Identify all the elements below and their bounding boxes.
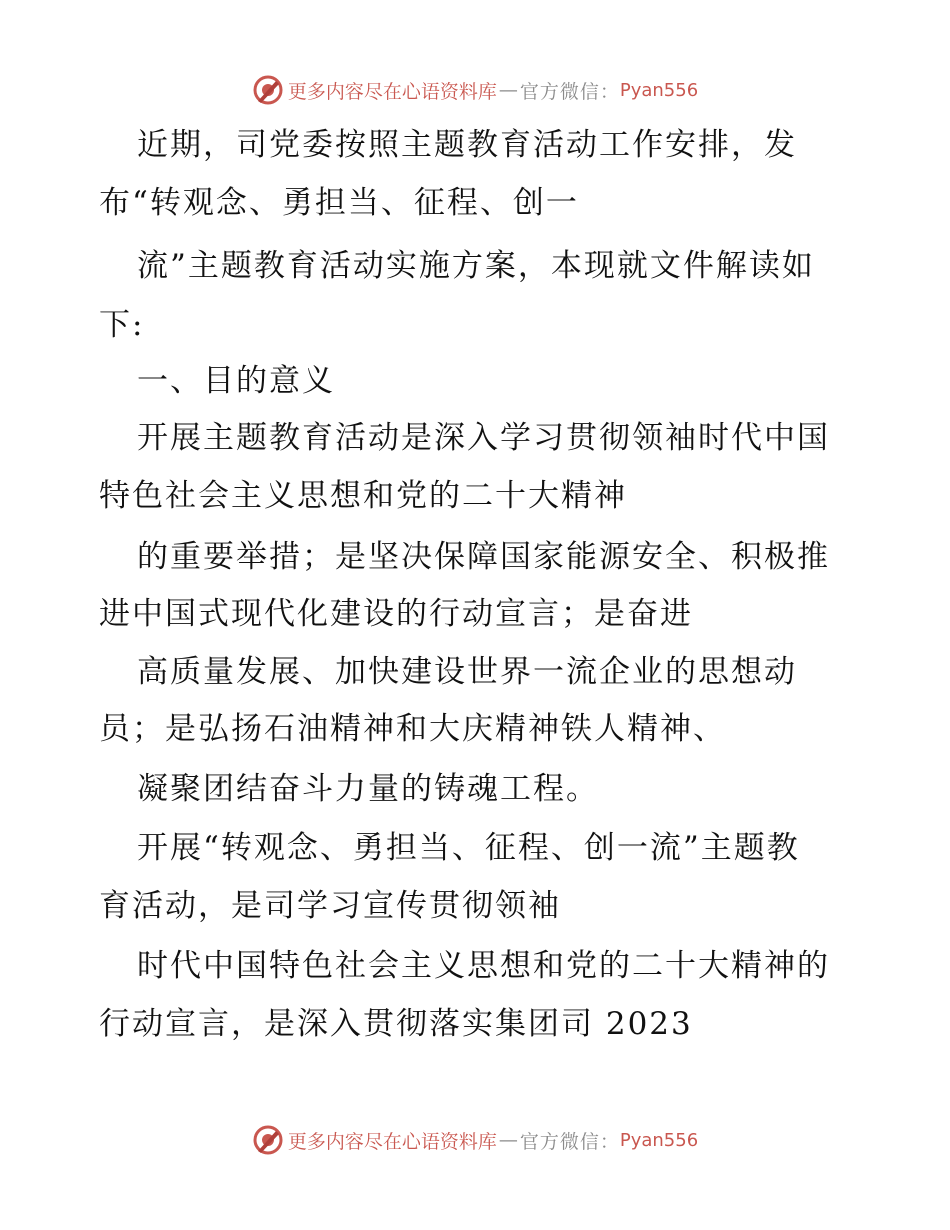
text-line: 下: bbox=[99, 307, 145, 343]
text-line: 布“转观念、勇担当、征程、创一 bbox=[99, 185, 579, 221]
text-line: 流”主题教育活动实施方案，本现就文件解读如 bbox=[137, 248, 815, 284]
text-line: 进中国式现代化建设的行动宣言；是奋进 bbox=[99, 596, 693, 632]
section-heading: 一、目的意义 bbox=[137, 363, 335, 399]
footer-account: Pyan556 bbox=[619, 1129, 699, 1151]
text-line: 员；是弘扬石油精神和大庆精神铁人精神、 bbox=[99, 711, 726, 747]
header-separator: — bbox=[498, 79, 518, 101]
footer-brand-text: 更多内容尽在心语资料库 bbox=[287, 1130, 497, 1153]
text-line: 凝聚团结奋斗力量的铸魂工程。 bbox=[137, 771, 599, 807]
text-line: 开展“转观念、勇担当、征程、创一流”主题教 bbox=[137, 830, 800, 866]
header-watermark bbox=[0, 72, 950, 108]
text-line: 特色社会主义思想和党的二十大精神 bbox=[99, 478, 627, 514]
text-line: 开展主题教育活动是深入学习贯彻领袖时代中国 bbox=[137, 420, 830, 456]
header-label: 官方微信： bbox=[519, 80, 620, 103]
text-line: 行动宣言，是深入贯彻落实集团司 2023 bbox=[99, 1006, 693, 1042]
footer-label: 官方微信： bbox=[519, 1130, 620, 1153]
text-line: 时代中国特色社会主义思想和党的二十大精神的 bbox=[137, 948, 830, 984]
quill-logo-icon bbox=[252, 74, 284, 106]
text-line: 的重要举措；是坚决保障国家能源安全、积极推 bbox=[137, 539, 830, 575]
text-line: 高质量发展、加快建设世界一流企业的思想动 bbox=[137, 654, 797, 690]
quill-logo-icon bbox=[252, 1124, 284, 1156]
footer-watermark bbox=[0, 1122, 950, 1158]
header-brand-text: 更多内容尽在心语资料库 bbox=[287, 80, 497, 103]
footer-separator: — bbox=[498, 1129, 518, 1151]
header-account: Pyan556 bbox=[619, 79, 699, 101]
text-line: 近期，司党委按照主题教育活动工作安排，发 bbox=[137, 127, 797, 163]
text-line: 育活动，是司学习宣传贯彻领袖 bbox=[99, 888, 561, 924]
